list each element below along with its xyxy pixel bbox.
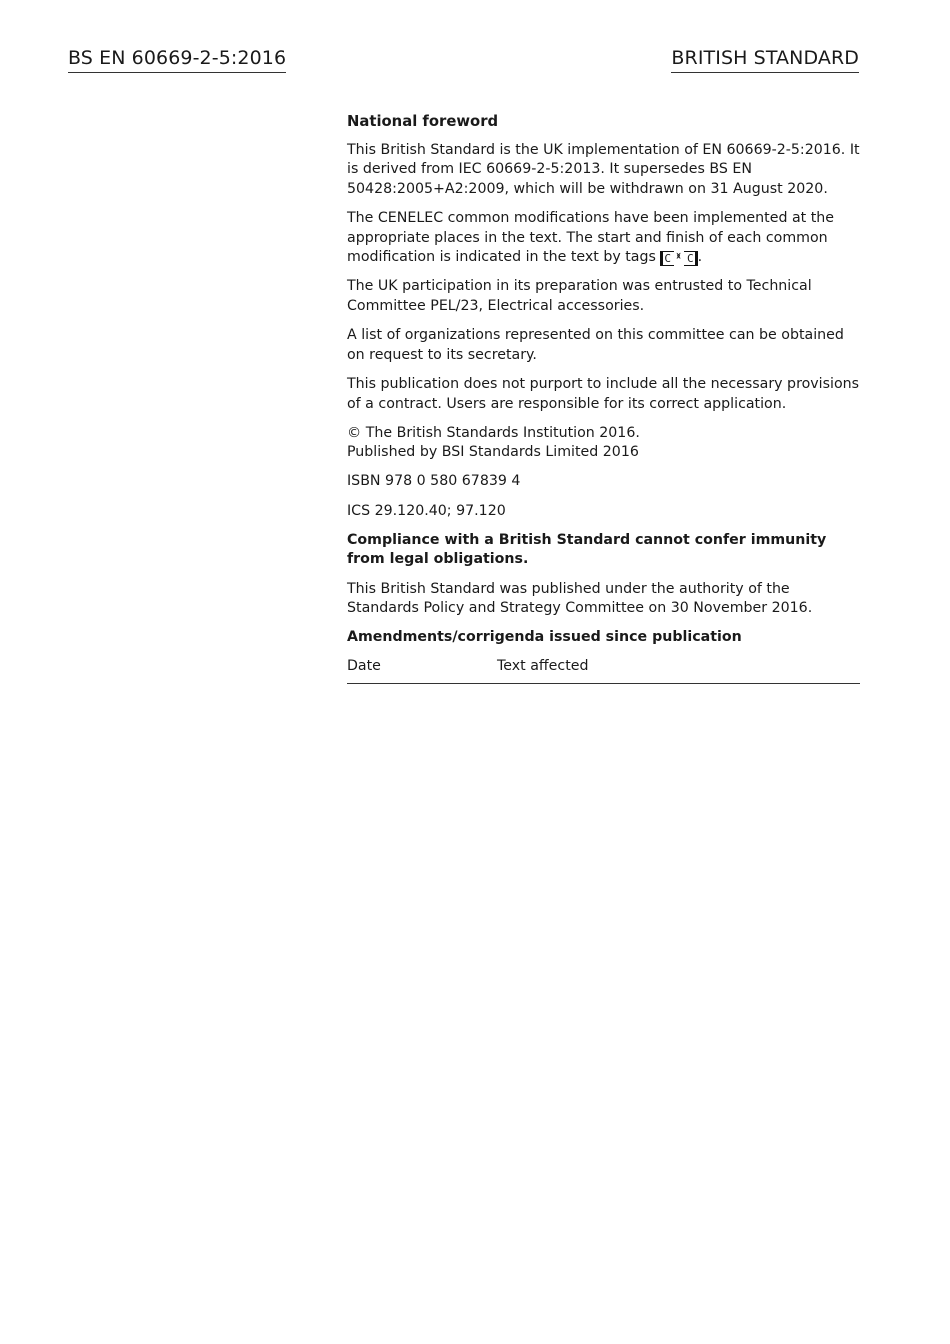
copyright-line: © The British Standards Institution 2016. bbox=[347, 424, 640, 441]
modifications-period: . bbox=[697, 249, 703, 266]
start-tag-letter: C bbox=[664, 252, 672, 266]
foreword-title: National foreword bbox=[347, 113, 499, 130]
national-foreword bbox=[347, 112, 862, 684]
amendments-title: Amendments/corrigenda issued since publication bbox=[347, 629, 742, 646]
amendments-column-text-affected: Text affected bbox=[497, 657, 589, 674]
compliance-statement: Compliance with a British Standard cannot confer immunity from legal obligations. bbox=[347, 531, 827, 568]
authority-statement: This British Standard was published under the authority of the Standards Policy and Strategy Committee on 30 November 2016. bbox=[347, 580, 813, 617]
publisher-line: Published by BSI Standards Limited 2016 bbox=[347, 444, 639, 461]
common-modification-end-tag-icon bbox=[684, 251, 698, 266]
document-number: BS EN 60669-2-5:2016 bbox=[68, 46, 286, 73]
foreword-paragraph-contract: This publication does not purport to include all the necessary provisions of a contract. Users are responsible for its correct application. bbox=[347, 375, 860, 412]
foreword-paragraph-implementation: This British Standard is the UK implementation of EN 60669-2-5:2016. It is derived from IEC 60669-2-5:2013. It supersedes BS EN 50428:2005+A2:2009, which will be withdrawn on 31 August 2020. bbox=[347, 141, 860, 197]
modifications-text: The CENELEC common modifications have been implemented at the appropriate places in the text. The start and finish of each common modification is indicated in the text by tags bbox=[347, 209, 835, 266]
amendments-table-header bbox=[347, 657, 860, 685]
amendments-column-date: Date bbox=[347, 657, 381, 674]
document-type: BRITISH STANDARD bbox=[671, 46, 859, 73]
foreword-paragraph-organizations: A list of organizations represented on this committee can be obtained on request to its secretary. bbox=[347, 327, 844, 363]
common-modification-start-tag-icon bbox=[660, 251, 674, 266]
foreword-paragraph-committee: The UK participation in its preparation was entrusted to Technical Committee PEL/23, Electrical accessories. bbox=[347, 278, 812, 314]
isbn: ISBN 978 0 580 67839 4 bbox=[347, 473, 521, 490]
end-tag-letter: C bbox=[687, 252, 694, 266]
foreword-paragraph-modifications bbox=[347, 209, 862, 268]
ics-codes: ICS 29.120.40; 97.120 bbox=[347, 502, 506, 519]
copyright-block bbox=[347, 424, 862, 463]
